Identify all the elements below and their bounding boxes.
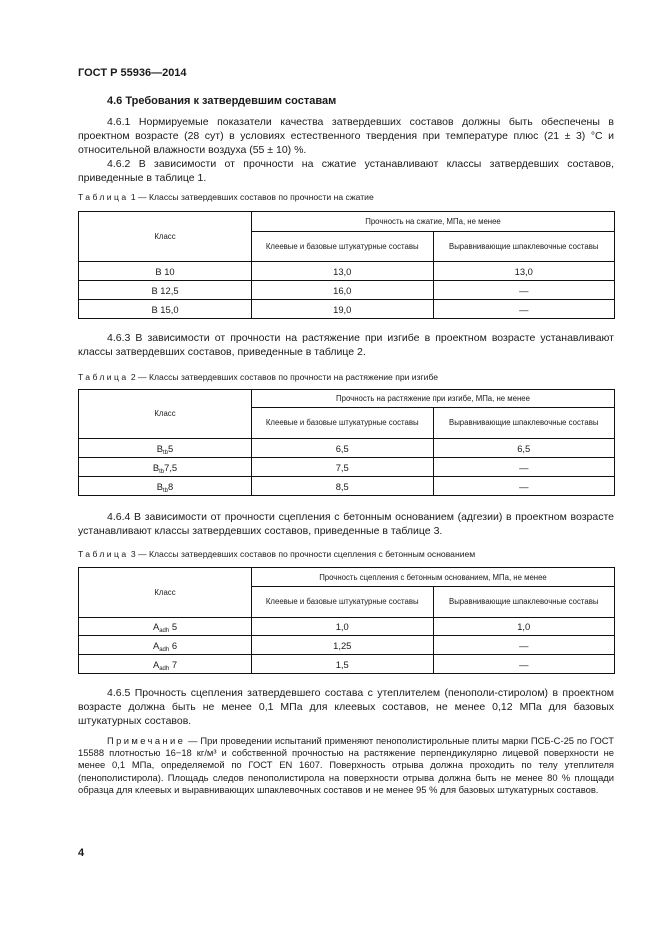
table1-header-col-b: Выравнивающие шпаклевочные составы — [433, 232, 615, 262]
table3-cell-a: 1,0 — [252, 618, 434, 636]
class-value: 6 — [169, 639, 178, 651]
class-value: 7,5 — [164, 461, 178, 473]
table1-header-class: Класс — [79, 212, 252, 262]
table2-cell-b: — — [433, 477, 615, 496]
table1-header-group: Прочность на сжатие, МПа, не менее — [252, 212, 615, 232]
class-subscript: tb — [163, 449, 169, 456]
table-row — [79, 655, 615, 674]
note-text: — При проведении испытаний применяют пенополистирольные плиты марки ПСБ-С-25 по ГОСТ 15588 плотностью 16−18 кг/м³ и собственной прочностью на растяжение перпендикулярно лицевой поверхности не менее 0,1 МПа, определяемой по ГОСТ EN 1607. Поверхность отрыва должна проходить по телу утеплителя (пенополистирола). Площадь следов пенополистирола на поверхности отрыва должна быть не менее 80 % площади образца для клеевых и выравнивающих шпаклевочных составов и не менее 95 % для базовых штукатурных составов. — [78, 735, 614, 795]
table-row — [79, 300, 615, 319]
table1-cell-a: 19,0 — [252, 300, 434, 319]
table2-header-col-a: Клеевые и базовые штукатурные составы — [252, 408, 434, 439]
table3-cell-b: — — [433, 655, 615, 674]
class-subscript: adh — [159, 665, 170, 672]
table3-cell-a: 1,5 — [252, 655, 434, 674]
table2-cell-class — [79, 477, 252, 496]
class-symbol: В — [156, 442, 164, 454]
table2-cell-a: 7,5 — [252, 458, 434, 477]
table3-caption-text: 3 — Классы затвердевших составов по прочности сцепления с бетонным основанием — [130, 549, 476, 559]
table2-cell-a: 8,5 — [252, 477, 434, 496]
table1-caption — [78, 192, 374, 203]
table1-cell-a: 16,0 — [252, 281, 434, 300]
paragraph-4-6-4: 4.6.4 В зависимости от прочности сцепления с бетонным основанием (адгезии) в проектном возрасте устанавливают классы затвердевших составов, приведенные в таблице 3. — [78, 511, 614, 538]
table2-header-col-b: Выравнивающие шпаклевочные составы — [433, 408, 615, 439]
class-symbol: В — [152, 461, 160, 473]
table-row — [79, 439, 615, 458]
table3-cell-b: — — [433, 636, 615, 655]
class-symbol: В — [156, 480, 164, 492]
table1-cell-b: — — [433, 281, 615, 300]
table3-header-col-a: Клеевые и базовые штукатурные составы — [252, 587, 434, 618]
table2-cell-class — [79, 458, 252, 477]
table2-cell-a: 6,5 — [252, 439, 434, 458]
table3-header-class: Класс — [79, 568, 252, 618]
note-label: Примечание — [107, 735, 186, 746]
table2-cell-b: 6,5 — [433, 439, 615, 458]
table2-caption-text: 2 — Классы затвердевших составов по прочности на растяжение при изгибе — [130, 372, 439, 382]
table-3 — [78, 567, 615, 674]
table-1 — [78, 211, 615, 319]
table-row — [79, 281, 615, 300]
table1-header-col-a: Клеевые и базовые штукатурные составы — [252, 232, 434, 262]
class-symbol: А — [152, 658, 160, 670]
table1-cell-a: 13,0 — [252, 262, 434, 281]
class-subscript: adh — [159, 628, 170, 634]
table3-cell-class — [79, 655, 252, 674]
table2-header-group: Прочность на растяжение при изгибе, МПа, не менее — [252, 390, 615, 408]
paragraph-4-6-1: 4.6.1 Нормируемые показатели качества затвердевших составов должны быть обеспечены в проектном возрасте (28 сут) в условиях естественного твердения при температуре плюс (21 ± 3) °С и относительной влажности воздуха (55 ± 10) %. — [78, 116, 614, 157]
table1-cell-class: В 12,5 — [79, 281, 252, 300]
table1-cell-class: В 15,0 — [79, 300, 252, 319]
table2-caption — [78, 372, 438, 383]
table3-header-group: Прочность сцепления с бетонным основанием, МПа, не менее — [252, 568, 615, 587]
paragraph-4-6-5: 4.6.5 Прочность сцепления затвердевшего состава с утеплителем (пенополи-стиролом) в проектном возрасте должна быть не менее 0,1 МПа для клеевых составов, не менее 0,12 МПа для базовых штукатурных составов. — [78, 687, 614, 728]
table1-caption-label: Таблица — [78, 192, 129, 202]
table3-header-col-b: Выравнивающие шпаклевочные составы — [433, 587, 615, 618]
document-header: ГОСТ Р 55936—2014 — [78, 67, 187, 79]
class-value: 5 — [168, 442, 174, 454]
class-subscript: adh — [159, 646, 170, 653]
class-subscript: tb — [163, 487, 169, 494]
table-row — [79, 262, 615, 281]
table1-cell-class: В 10 — [79, 262, 252, 281]
table-2 — [78, 389, 615, 496]
class-value: 7 — [169, 658, 178, 670]
table1-cell-b: 13,0 — [433, 262, 615, 281]
table-row — [79, 458, 615, 477]
paragraph-4-6-3: 4.6.3 В зависимости от прочности на растяжение при изгибе в проектном возрасте устанавливают классы затвердевших составов, приведенные в таблице 2. — [78, 332, 614, 359]
table3-cell-class — [79, 636, 252, 655]
table1-caption-text: 1 — Классы затвердевших составов по прочности на сжатие — [130, 192, 374, 202]
table3-cell-b: 1,0 — [433, 618, 615, 636]
table2-cell-class — [79, 439, 252, 458]
table3-cell-class — [79, 618, 252, 636]
paragraph-4-6-2: 4.6.2 В зависимости от прочности на сжатие устанавливают классы затвердевших составов, приведенные в таблице 1. — [78, 158, 614, 185]
class-value: 8 — [168, 480, 174, 492]
class-subscript: tb — [159, 468, 165, 475]
table3-caption-label: Таблица — [78, 549, 129, 559]
class-symbol: А — [152, 639, 160, 651]
class-value: 5 — [169, 621, 178, 632]
table3-caption — [78, 549, 475, 560]
class-symbol: А — [152, 621, 160, 632]
table-row — [79, 477, 615, 496]
table2-cell-b: — — [433, 458, 615, 477]
table-row — [79, 636, 615, 655]
table-row — [79, 618, 615, 636]
section-title: 4.6 Требования к затвердевшим составам — [107, 95, 337, 107]
table2-caption-label: Таблица — [78, 372, 129, 382]
table2-header-class: Класс — [79, 390, 252, 439]
table3-cell-a: 1,25 — [252, 636, 434, 655]
table1-cell-b: — — [433, 300, 615, 319]
page-number: 4 — [78, 847, 85, 859]
note — [78, 735, 614, 796]
